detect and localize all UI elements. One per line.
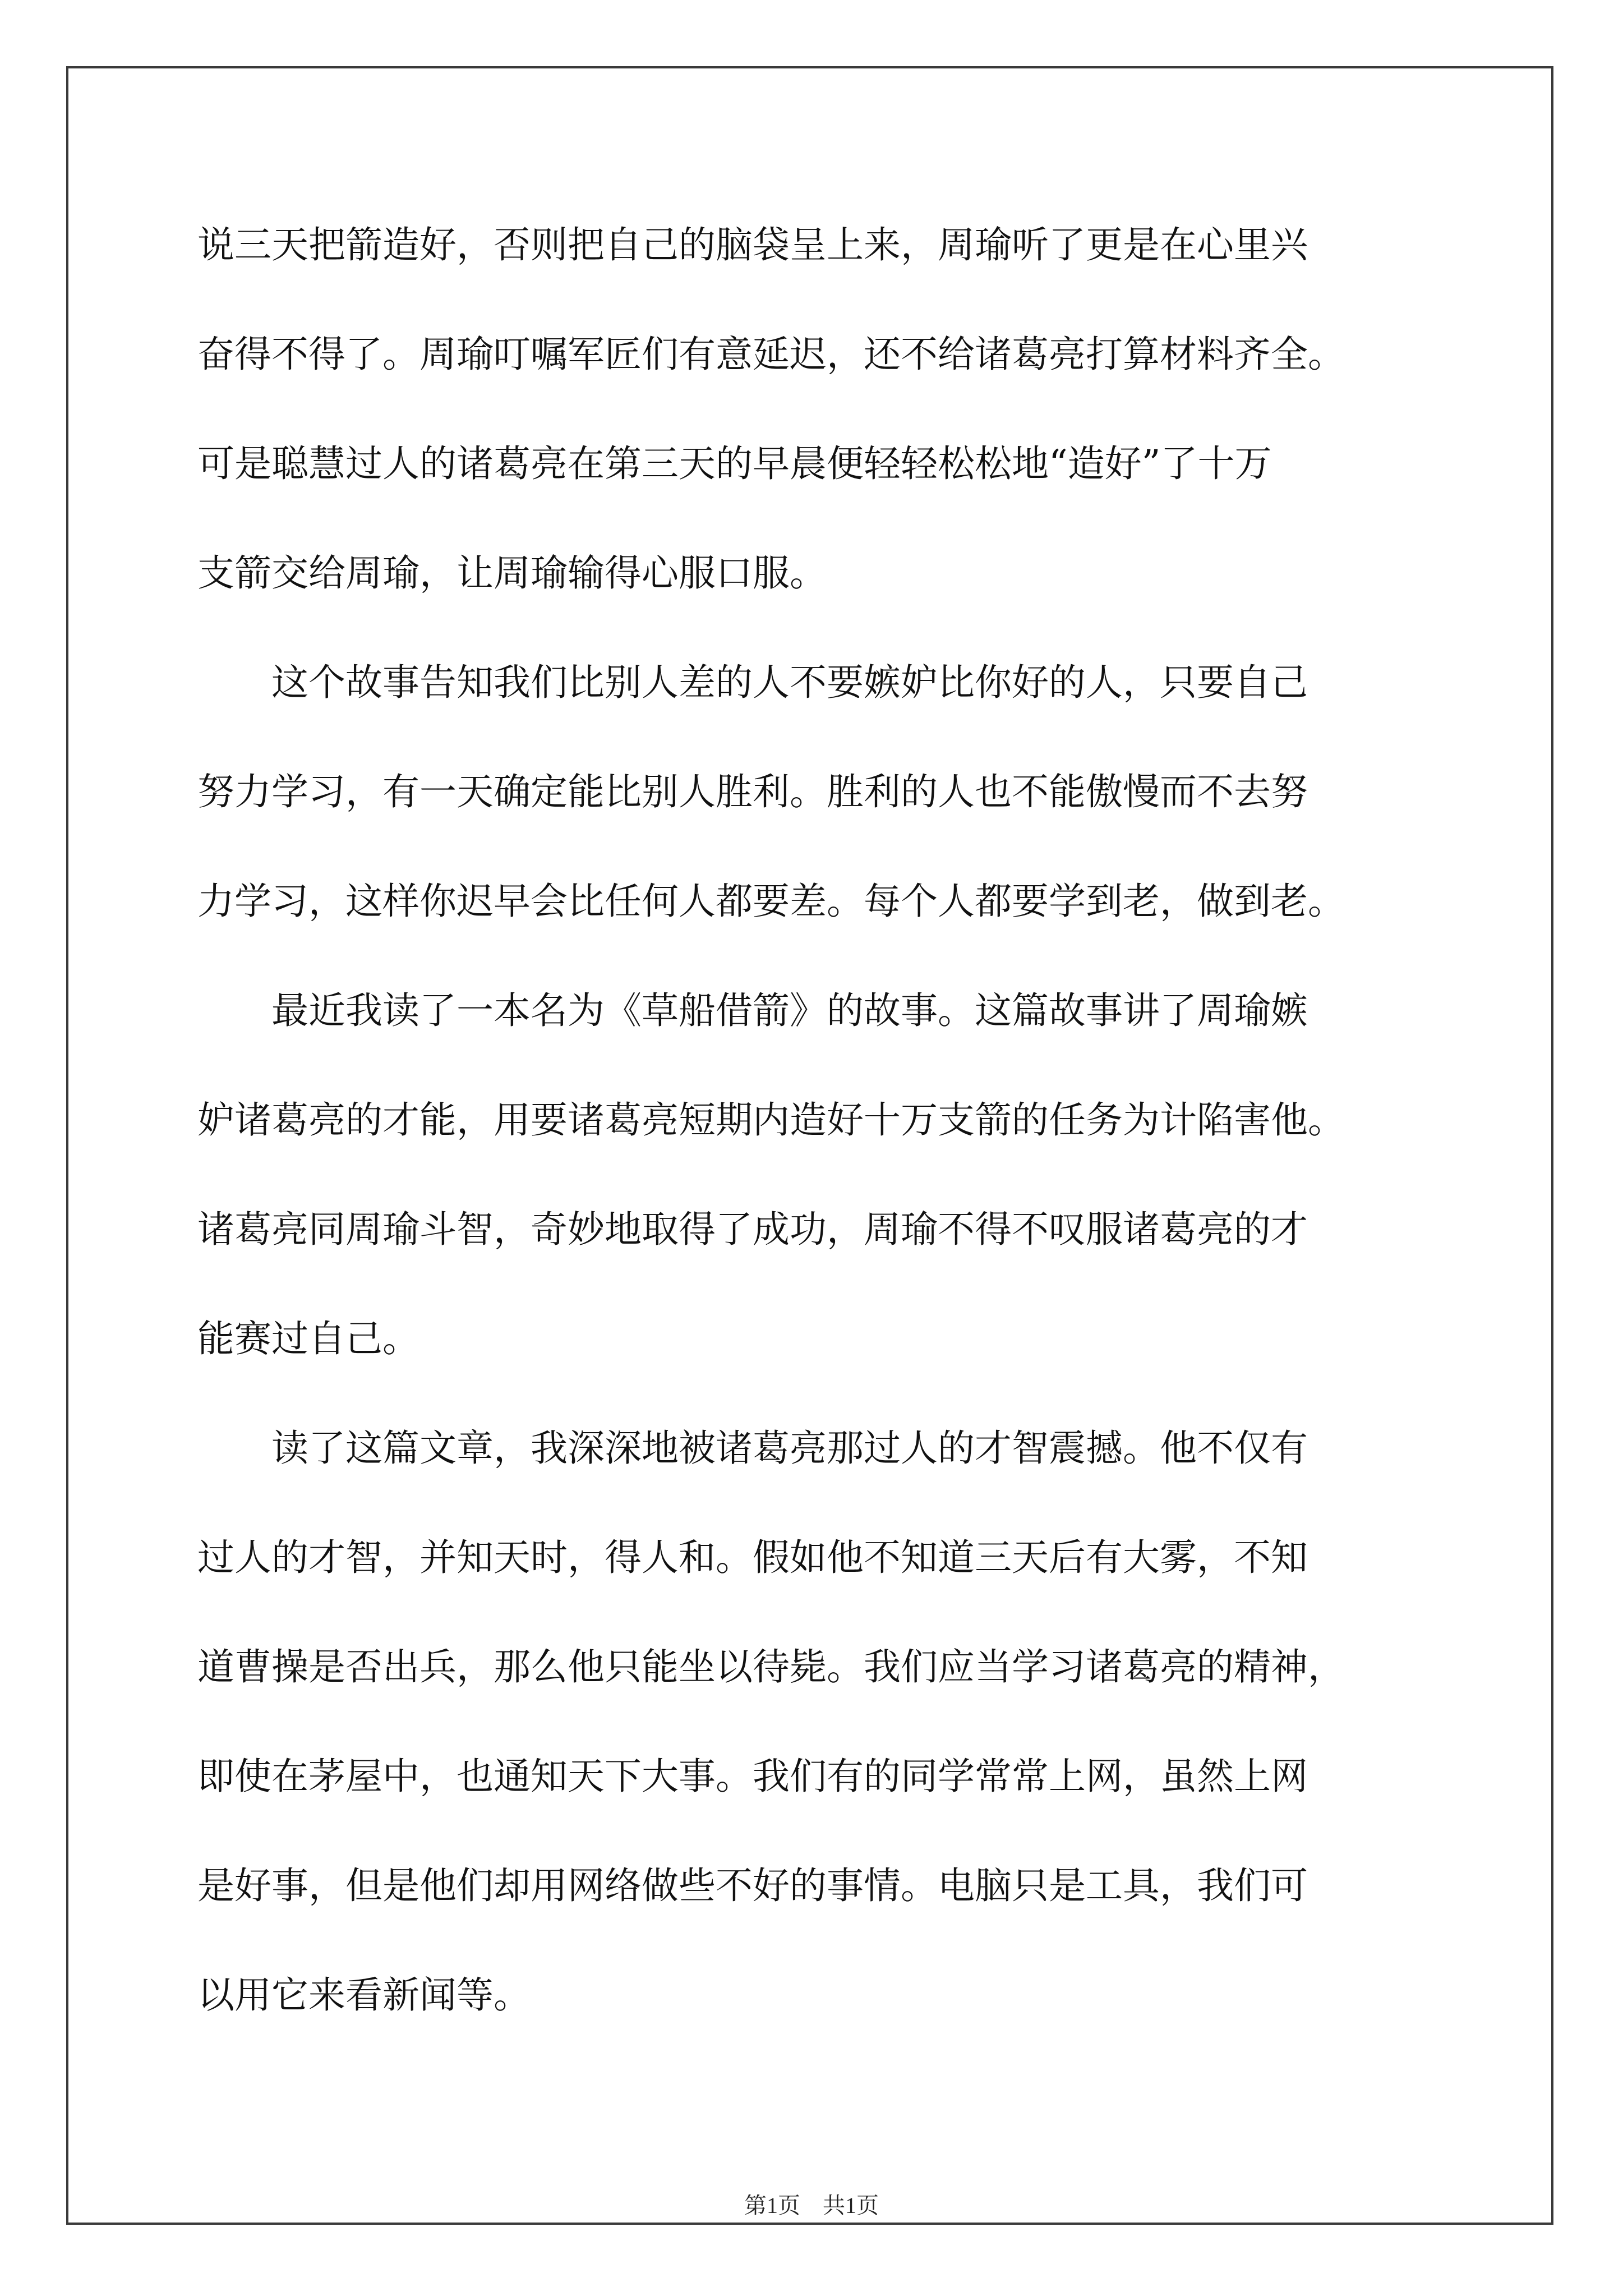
text-line: 妒诸葛亮的才能，用要诸葛亮短期内造好十万支箭的任务为计陷害他。 (197, 1098, 1345, 1142)
text-line: 能赛过自己。 (197, 1317, 419, 1360)
text-line: 这个故事告知我们比别人差的人不要嫉妒比你好的人，只要自己 (197, 661, 1308, 704)
text-line: 读了这篇文章，我深深地被诸葛亮那过人的才智震撼。他不仅有 (197, 1427, 1308, 1470)
text-line: 是好事，但是他们却用网络做些不好的事情。电脑只是工具，我们可 (197, 1864, 1308, 1907)
page-total: 共1页 (823, 2193, 879, 2218)
text-line: 道曹操是否出兵，那么他只能坐以待毙。我们应当学习诸葛亮的精神， (197, 1645, 1345, 1688)
text-line: 力学习，这样你迟早会比任何人都要差。每个人都要学到老，做到老。 (197, 880, 1345, 923)
text-line: 可是聪慧过人的诸葛亮在第三天的早晨便轻轻松松地“造好”了十万 (197, 442, 1272, 485)
page-footer (0, 2194, 1623, 2217)
text-line: 奋得不得了。周瑜叮嘱军匠们有意延迟，还不给诸葛亮打算材料齐全。 (197, 333, 1345, 376)
text-line: 以用它来看新闻等。 (197, 1973, 531, 2017)
text-line: 支箭交给周瑜，让周瑜输得心服口服。 (197, 551, 827, 595)
text-line: 说三天把箭造好，否则把自己的脑袋呈上来，周瑜听了更是在心里兴 (197, 223, 1308, 266)
text-line: 即使在茅屋中，也通知天下大事。我们有的同学常常上网，虽然上网 (197, 1755, 1308, 1798)
text-line: 过人的才智，并知天时，得人和。假如他不知道三天后有大雾，不知 (197, 1536, 1308, 1579)
page-number: 第1页 (744, 2193, 800, 2218)
text-line: 诸葛亮同周瑜斗智，奇妙地取得了成功，周瑜不得不叹服诸葛亮的才 (197, 1208, 1308, 1251)
text-line: 努力学习，有一天确定能比别人胜利。胜利的人也不能傲慢而不去努 (197, 770, 1308, 813)
text-line: 最近我读了一本名为《草船借箭》的故事。这篇故事讲了周瑜嫉 (197, 989, 1308, 1032)
